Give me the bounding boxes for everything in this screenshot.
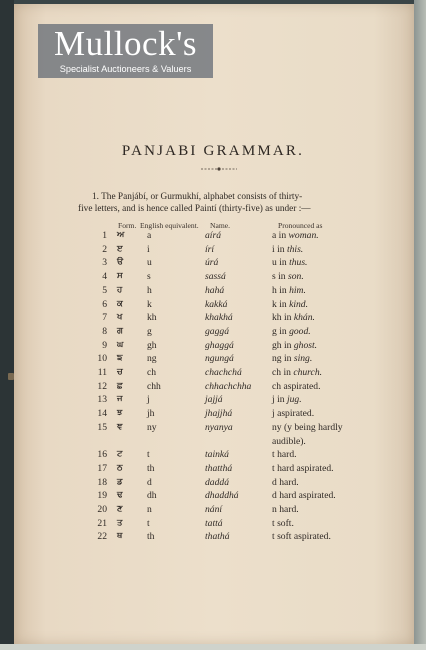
pronunciation bbox=[272, 367, 322, 378]
row-number: 13 bbox=[97, 394, 107, 406]
letter-name: chhachchha bbox=[205, 380, 252, 392]
letter-name: gaggá bbox=[205, 325, 229, 337]
pronunciation bbox=[272, 299, 308, 310]
pronunciation-text: kh in bbox=[272, 312, 294, 324]
row-number: 9 bbox=[102, 339, 107, 351]
letter-name: khakhá bbox=[205, 312, 233, 324]
header-name: Name. bbox=[210, 221, 231, 230]
pronunciation-word: jug. bbox=[286, 394, 302, 406]
pronunciation bbox=[272, 436, 306, 447]
pronunciation bbox=[272, 285, 306, 296]
row-number: 2 bbox=[102, 243, 107, 255]
pronunciation-text: t hard. bbox=[272, 449, 297, 461]
gurmukhi-letter: ਙ bbox=[117, 353, 123, 364]
gurmukhi-letter: ਞ bbox=[117, 421, 123, 432]
pronunciation-text: t hard aspirated. bbox=[272, 462, 334, 474]
pronunciation-word: good. bbox=[289, 325, 311, 337]
table-row bbox=[0, 504, 426, 518]
letter-name: sassá bbox=[205, 271, 226, 283]
table-row bbox=[0, 531, 426, 545]
table-row bbox=[0, 285, 426, 299]
pronunciation-text: d hard aspirated. bbox=[272, 490, 336, 502]
watermark-brand: Mullock's bbox=[53, 24, 198, 63]
pronunciation bbox=[272, 408, 314, 419]
table-row bbox=[0, 422, 426, 436]
letter-name: ghaggá bbox=[205, 339, 234, 351]
pronunciation-text: d hard. bbox=[272, 476, 299, 488]
english-equivalent: h bbox=[147, 284, 152, 296]
row-number: 1 bbox=[102, 230, 107, 241]
pronunciation bbox=[272, 394, 302, 405]
english-equivalent: ch bbox=[147, 367, 157, 378]
gurmukhi-letter: ਟ bbox=[117, 449, 123, 460]
table-row bbox=[0, 271, 426, 285]
english-equivalent: th bbox=[147, 462, 155, 474]
pronunciation-text: t soft. bbox=[272, 517, 294, 529]
english-equivalent: th bbox=[147, 531, 155, 543]
table-row bbox=[0, 299, 426, 313]
gurmukhi-letter: ੲ bbox=[117, 243, 123, 254]
gurmukhi-letter: ਘ bbox=[117, 339, 124, 350]
pronunciation-word: thus. bbox=[289, 257, 308, 269]
english-equivalent: s bbox=[147, 271, 151, 283]
pronunciation-word: son. bbox=[288, 271, 304, 283]
intro-paragraph bbox=[78, 191, 383, 215]
table-row bbox=[0, 490, 426, 504]
pronunciation-text: j aspirated. bbox=[272, 408, 315, 420]
letter-name: daddá bbox=[205, 476, 229, 488]
gurmukhi-letter: ਛ bbox=[117, 380, 123, 391]
english-equivalent: k bbox=[147, 298, 152, 310]
gurmukhi-letter: ਖ bbox=[117, 312, 123, 323]
gurmukhi-letter: ਜ bbox=[117, 394, 123, 405]
english-equivalent: jh bbox=[147, 408, 155, 420]
watermark-tagline: Specialist Auctioneers & Valuers bbox=[59, 64, 192, 74]
english-equivalent: n bbox=[147, 504, 152, 515]
pronunciation-text: ch in bbox=[272, 367, 294, 378]
pronunciation bbox=[272, 381, 320, 392]
row-number: 19 bbox=[97, 490, 107, 502]
english-equivalent: a bbox=[147, 230, 152, 241]
row-number: 16 bbox=[97, 449, 107, 461]
pronunciation bbox=[272, 531, 331, 542]
table-row bbox=[0, 449, 426, 463]
pronunciation-text: ch aspirated. bbox=[272, 380, 321, 392]
pronunciation-word: this. bbox=[286, 243, 304, 255]
table-row bbox=[0, 381, 426, 395]
row-number: 4 bbox=[102, 271, 107, 283]
intro-line-1: 1. The Panjábí, or Gurmukhí, alphabet consists of thirty- bbox=[92, 192, 303, 202]
english-equivalent: ny bbox=[147, 421, 157, 433]
letter-name: dhaddhá bbox=[205, 490, 239, 502]
row-number: 12 bbox=[97, 380, 107, 392]
pronunciation bbox=[272, 518, 294, 529]
row-number: 5 bbox=[102, 284, 107, 296]
letter-name: thatthá bbox=[205, 462, 233, 474]
pronunciation-text: ng in bbox=[272, 353, 294, 365]
title-ornament bbox=[201, 166, 237, 172]
letter-name: jhajjhá bbox=[205, 408, 233, 420]
english-equivalent: t bbox=[147, 517, 150, 529]
watermark-logo bbox=[38, 24, 213, 78]
pronunciation bbox=[272, 449, 297, 460]
english-equivalent: ng bbox=[147, 353, 157, 365]
pronunciation-text: h in bbox=[272, 284, 290, 296]
gurmukhi-letter: ਅ bbox=[117, 230, 125, 240]
letter-name: thathá bbox=[205, 531, 230, 543]
table-row bbox=[0, 312, 426, 326]
table-row bbox=[0, 353, 426, 367]
pronunciation-text: n hard. bbox=[272, 504, 299, 515]
pronunciation-word: him. bbox=[289, 284, 306, 296]
english-equivalent: d bbox=[147, 476, 152, 488]
row-number: 18 bbox=[97, 476, 107, 488]
letter-name: ngungá bbox=[205, 353, 234, 365]
english-equivalent: gh bbox=[147, 339, 157, 351]
pronunciation-text: k in bbox=[272, 298, 290, 310]
pronunciation bbox=[272, 230, 319, 241]
pronunciation-text: ny (y being hardly bbox=[272, 421, 343, 433]
gurmukhi-letter: ਝ bbox=[117, 408, 123, 419]
english-equivalent: j bbox=[147, 394, 150, 406]
row-number: 10 bbox=[97, 353, 107, 365]
letter-name: tattá bbox=[205, 517, 223, 529]
gurmukhi-letter: ਢ bbox=[117, 490, 123, 501]
pronunciation-text: i in bbox=[272, 243, 287, 255]
table-row bbox=[0, 340, 426, 354]
pronunciation-text: u in bbox=[272, 257, 290, 269]
english-equivalent: g bbox=[147, 325, 152, 337]
pronunciation-word: kind. bbox=[289, 298, 308, 310]
pronunciation-text: audible). bbox=[272, 435, 306, 447]
pronunciation-text: g in bbox=[272, 325, 290, 337]
pronunciation-word: ghost. bbox=[293, 339, 318, 351]
pronunciation bbox=[272, 477, 299, 488]
table-row bbox=[0, 367, 426, 381]
english-equivalent: u bbox=[147, 257, 152, 269]
row-number: 14 bbox=[97, 408, 107, 420]
gurmukhi-letter: ਤ bbox=[117, 517, 123, 528]
pronunciation-word: woman. bbox=[288, 230, 319, 241]
gurmukhi-letter: ਹ bbox=[117, 284, 123, 295]
row-number: 8 bbox=[102, 325, 107, 337]
letter-name: úrá bbox=[205, 257, 219, 269]
bottom-edge bbox=[0, 644, 426, 650]
gurmukhi-letter: ਡ bbox=[117, 476, 123, 487]
pronunciation-text: s in bbox=[272, 271, 288, 283]
row-number: 3 bbox=[102, 257, 107, 269]
pronunciation bbox=[272, 463, 334, 474]
letter-name: nyanya bbox=[205, 421, 233, 433]
row-number: 6 bbox=[102, 298, 107, 310]
header-pronounced: Pronounced as bbox=[278, 221, 323, 230]
table-row bbox=[0, 230, 426, 244]
table-row bbox=[0, 244, 426, 258]
gurmukhi-letter: ਗ bbox=[117, 325, 123, 336]
pronunciation-word: khán. bbox=[293, 312, 315, 324]
letter-name: jajjá bbox=[205, 394, 223, 406]
row-number: 17 bbox=[97, 462, 107, 474]
row-number: 7 bbox=[102, 312, 107, 324]
row-number: 22 bbox=[97, 531, 107, 543]
gurmukhi-letter: ਚ bbox=[117, 367, 123, 377]
pronunciation bbox=[272, 353, 312, 364]
gurmukhi-letter: ਠ bbox=[117, 462, 123, 473]
pronunciation bbox=[272, 326, 311, 337]
pronunciation-word: church. bbox=[293, 367, 323, 378]
header-english: English equivalent. bbox=[140, 221, 199, 230]
pronunciation-word: sing. bbox=[293, 353, 313, 365]
gurmukhi-letter: ਸ bbox=[117, 271, 123, 282]
gurmukhi-letter: ੳ bbox=[117, 257, 124, 268]
english-equivalent: t bbox=[147, 449, 150, 461]
pronunciation-text: j in bbox=[272, 394, 287, 406]
pronunciation bbox=[272, 340, 317, 351]
english-equivalent: dh bbox=[147, 490, 157, 502]
table-row bbox=[0, 257, 426, 271]
english-equivalent: i bbox=[147, 243, 150, 255]
letter-name: aírá bbox=[205, 230, 221, 241]
table-row bbox=[0, 408, 426, 422]
pronunciation-text: a in bbox=[272, 230, 289, 241]
table-row bbox=[0, 463, 426, 477]
gurmukhi-letter: ਣ bbox=[117, 504, 123, 514]
letter-name: írí bbox=[205, 243, 215, 255]
letter-name: chachchá bbox=[205, 367, 242, 378]
gurmukhi-letter: ਥ bbox=[117, 531, 123, 542]
page-title: PANJABI GRAMMAR. bbox=[121, 143, 305, 159]
row-number: 15 bbox=[97, 421, 107, 433]
table-row bbox=[0, 394, 426, 408]
header-form: Form. bbox=[118, 221, 137, 230]
pronunciation-text: t soft aspirated. bbox=[272, 531, 331, 543]
letter-name: kakká bbox=[205, 298, 228, 310]
row-number: 20 bbox=[97, 504, 107, 515]
table-row bbox=[0, 518, 426, 532]
pronunciation bbox=[272, 422, 343, 433]
table-row bbox=[0, 326, 426, 340]
row-number: 11 bbox=[97, 367, 107, 378]
letter-name: hahá bbox=[205, 284, 225, 296]
english-equivalent: kh bbox=[147, 312, 157, 324]
gurmukhi-letter: ਕ bbox=[117, 298, 123, 309]
intro-line-2: five letters, and is hence called Paintí (thirty-five) as under :— bbox=[78, 204, 311, 214]
letter-name: nání bbox=[205, 504, 223, 515]
english-equivalent: chh bbox=[147, 380, 161, 392]
pronunciation bbox=[272, 271, 304, 282]
row-number: 21 bbox=[97, 517, 107, 529]
table-row bbox=[0, 436, 426, 450]
pronunciation bbox=[272, 504, 299, 515]
pronunciation bbox=[272, 257, 307, 268]
letter-name: tainká bbox=[205, 449, 229, 461]
pronunciation bbox=[272, 244, 303, 255]
pronunciation-text: gh in bbox=[272, 339, 294, 351]
table-row bbox=[0, 477, 426, 491]
pronunciation bbox=[272, 490, 336, 501]
pronunciation bbox=[272, 312, 315, 323]
